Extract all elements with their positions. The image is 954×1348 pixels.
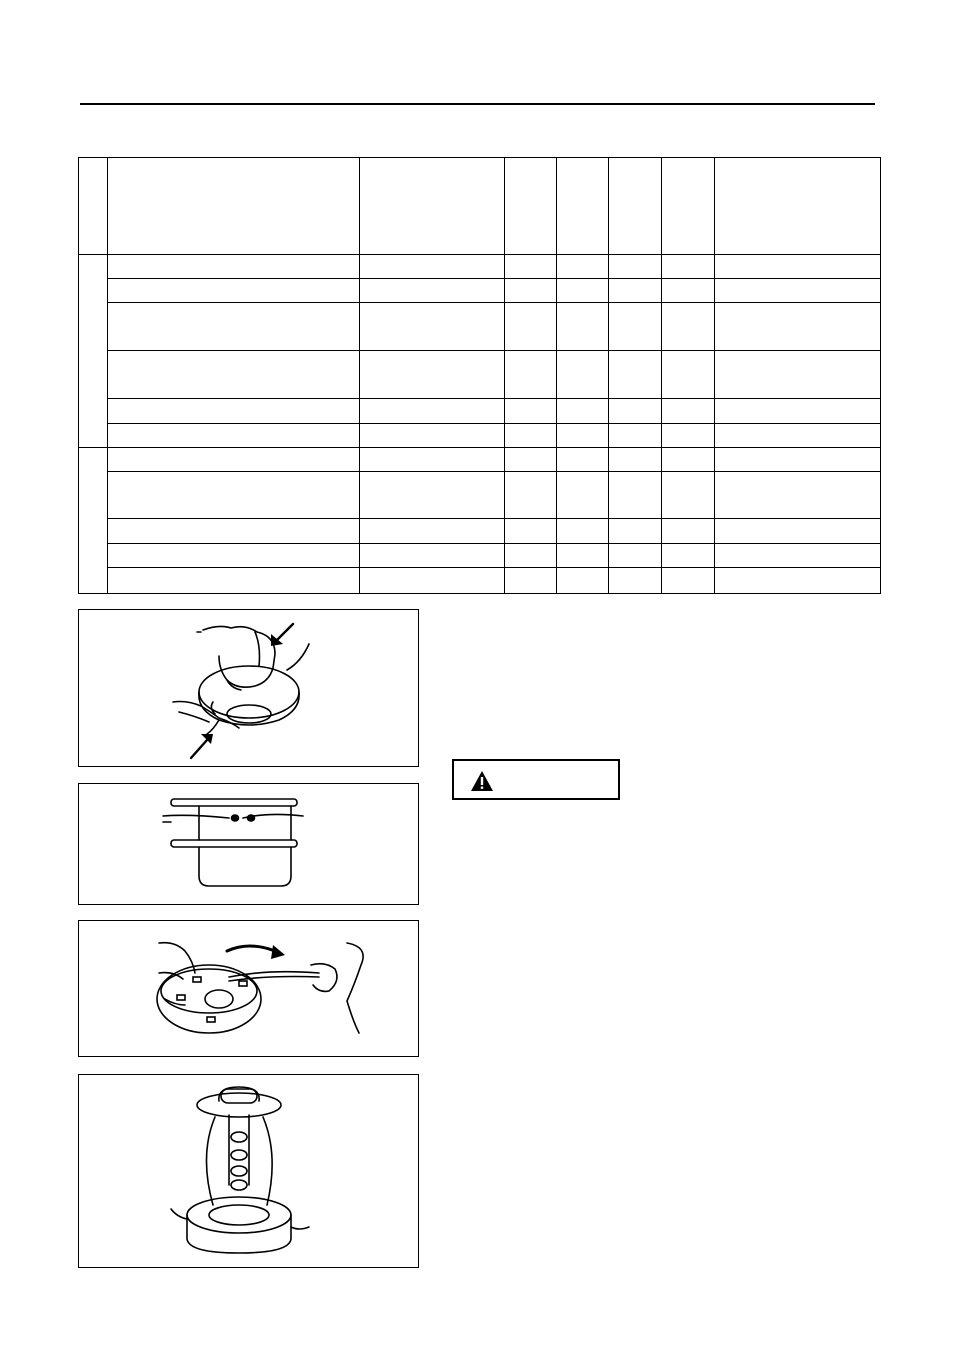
row-divider	[107, 567, 880, 568]
figure-thread-holes	[78, 783, 419, 905]
figure-press-tabs	[78, 609, 419, 767]
col-divider	[714, 158, 715, 593]
row-divider	[107, 543, 880, 544]
figure-reassemble	[78, 1074, 419, 1268]
header-rule	[80, 103, 875, 105]
warning-label	[452, 759, 620, 800]
row-divider	[107, 518, 880, 519]
reassemble-spool-illustration	[79, 1075, 420, 1269]
row-divider	[107, 423, 880, 424]
maintenance-table	[78, 157, 881, 594]
row-divider	[107, 398, 880, 399]
figure-wind-line	[78, 920, 419, 1057]
group-divider	[79, 447, 880, 448]
col-divider	[107, 158, 108, 593]
warning-triangle-icon	[470, 770, 494, 792]
wind-line-on-spool-illustration	[79, 921, 420, 1058]
press-release-tabs-illustration	[79, 610, 420, 768]
row-divider	[107, 471, 880, 472]
col-divider	[504, 158, 505, 593]
row-divider	[107, 350, 880, 351]
col-divider	[661, 158, 662, 593]
header-divider	[79, 254, 880, 255]
line-through-spool-holes-illustration	[79, 784, 420, 906]
col-divider	[359, 158, 360, 593]
col-divider	[556, 158, 557, 593]
col-divider	[608, 158, 609, 593]
row-divider	[107, 302, 880, 303]
row-divider	[107, 278, 880, 279]
